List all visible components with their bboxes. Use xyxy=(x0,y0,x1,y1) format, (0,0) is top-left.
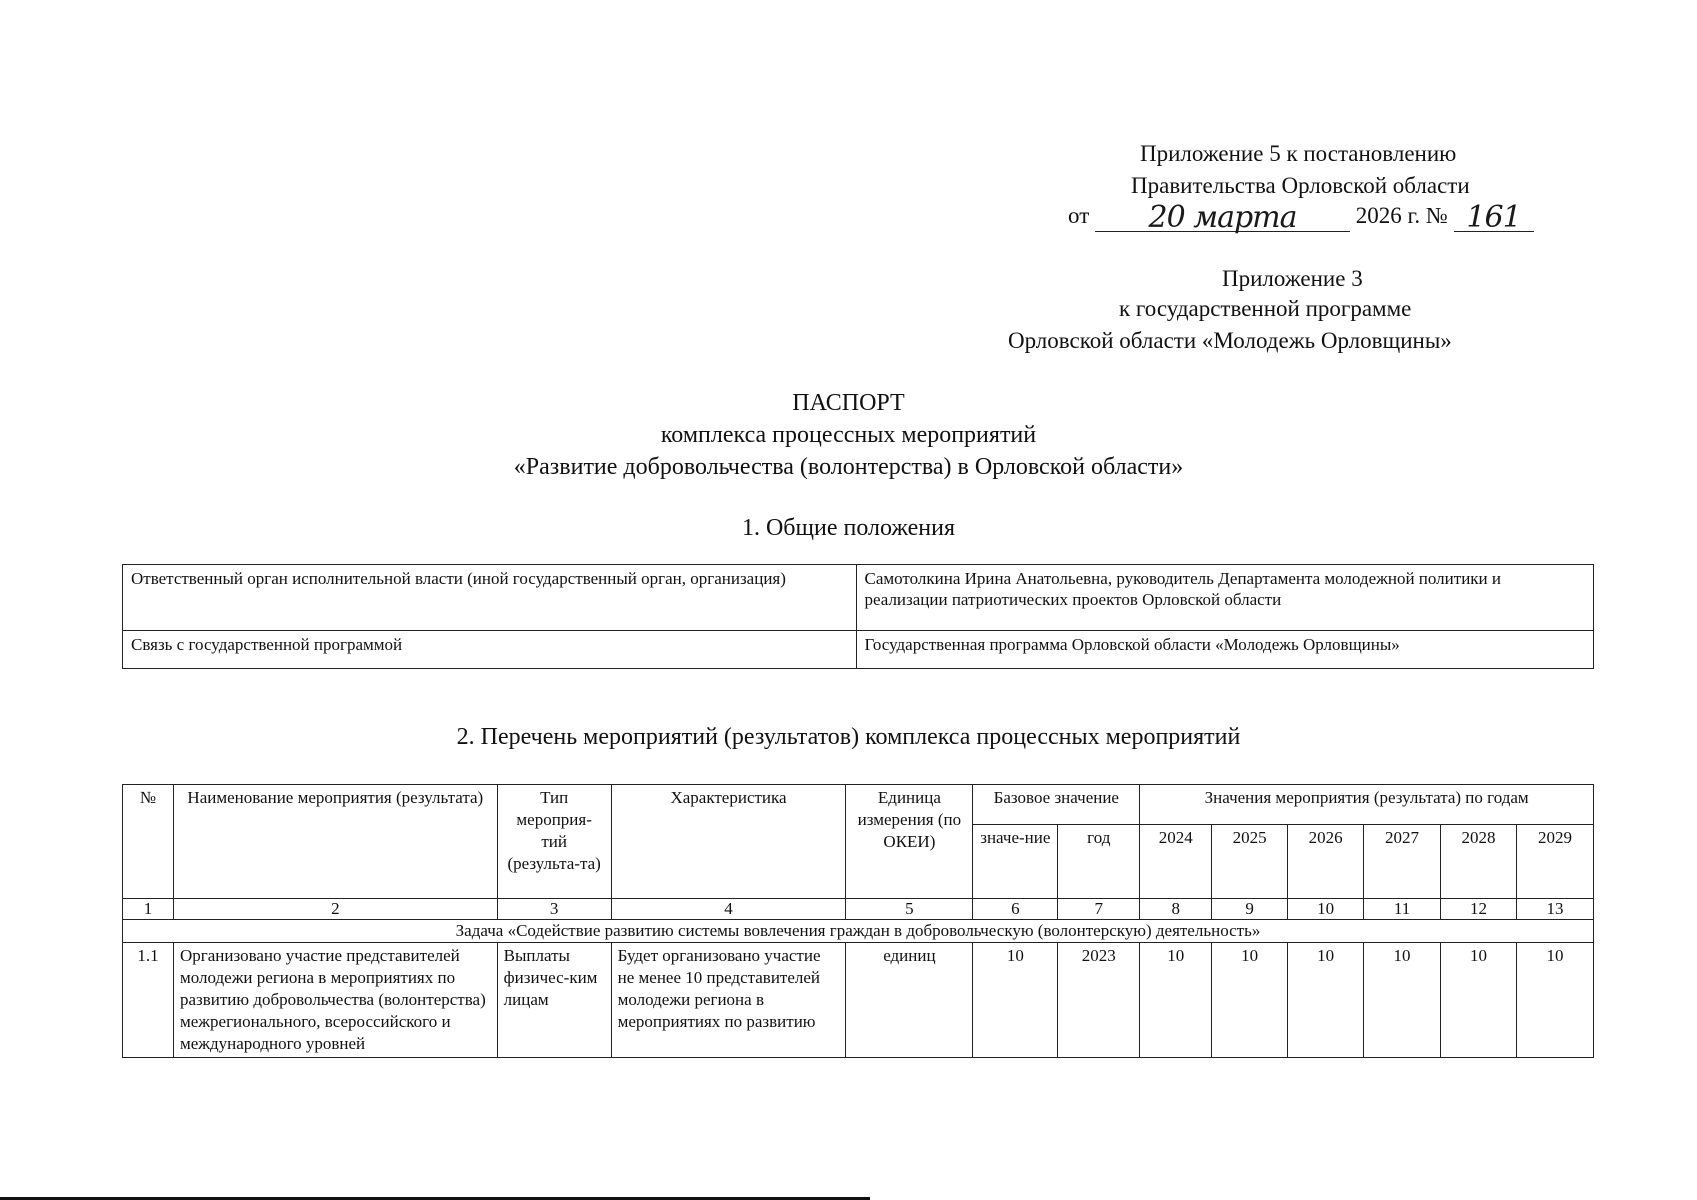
col-header-year: 2029 xyxy=(1516,825,1593,899)
col-header-name: Наименование мероприятия (результата) xyxy=(173,785,497,899)
title-line3: «Развитие добровольчества (волонтерства) в Орловской области» xyxy=(513,454,1184,480)
appendix3-line1: Приложение 3 xyxy=(1222,266,1363,291)
passport-title xyxy=(0,387,1697,483)
appendix3-line3: Орловской области «Молодежь Орловщины» xyxy=(1008,328,1452,353)
col-header-by-years: Значения мероприятия (результата) по годам xyxy=(1140,785,1594,825)
section1-heading: 1. Общие положения xyxy=(741,515,956,541)
measures-table xyxy=(122,784,1594,1058)
row-value-year: 10 xyxy=(1441,943,1517,1058)
row-num: 1.1 xyxy=(123,943,174,1058)
col-header-num: № xyxy=(123,785,174,899)
col-header-year: 2026 xyxy=(1288,825,1364,899)
col-header-base: Базовое значение xyxy=(973,785,1140,825)
column-number: 3 xyxy=(497,899,611,920)
column-number: 10 xyxy=(1288,899,1364,920)
responsible-label: Ответственный орган исполнительной власти (иной государственный орган, организация) xyxy=(123,565,857,631)
row-value-year: 10 xyxy=(1288,943,1364,1058)
column-number: 8 xyxy=(1140,899,1212,920)
table-row xyxy=(123,565,1594,631)
general-provisions-table xyxy=(122,564,1594,669)
table-row xyxy=(123,631,1594,669)
appendix5-block xyxy=(1140,138,1456,170)
row-value-year: 10 xyxy=(1364,943,1441,1058)
column-number: 12 xyxy=(1441,899,1517,920)
header-row xyxy=(123,785,1594,825)
table-row xyxy=(123,943,1594,1058)
col-header-year: 2025 xyxy=(1212,825,1288,899)
column-number: 13 xyxy=(1516,899,1593,920)
handwritten-number: 161 xyxy=(1454,205,1534,232)
column-number: 2 xyxy=(173,899,497,920)
year-number-label: 2026 г. № xyxy=(1355,203,1448,228)
col-header-year: 2028 xyxy=(1441,825,1517,899)
program-link-value: Государственная программа Орловской области «Молодежь Орловщины» xyxy=(856,631,1594,669)
row-value-year: 10 xyxy=(1516,943,1593,1058)
col-header-base-value: значе-ние xyxy=(973,825,1058,899)
handwritten-date: 20 марта xyxy=(1095,205,1350,232)
col-header-year: 2027 xyxy=(1364,825,1441,899)
column-number-row xyxy=(123,899,1594,920)
row-value-year: 10 xyxy=(1212,943,1288,1058)
column-number: 6 xyxy=(973,899,1058,920)
section2-heading: 2. Перечень мероприятий (результатов) комплекса процессных мероприятий xyxy=(456,724,1241,750)
title-line1: ПАСПОРТ xyxy=(792,390,905,416)
row-base-year: 2023 xyxy=(1058,943,1140,1058)
col-header-unit: Единица измерения (по ОКЕИ) xyxy=(846,785,973,899)
row-base-value: 10 xyxy=(973,943,1058,1058)
appendix5-line2: Правительства Орловской области xyxy=(1131,173,1470,198)
row-name: Организовано участие представителей молодежи региона в мероприятиях по развитию добровольчества (волонтерства) межрегионального, всероссийского и международного уровней xyxy=(173,943,497,1058)
column-number: 7 xyxy=(1058,899,1140,920)
col-header-type: Тип мероприя-тий (результа-та) xyxy=(497,785,611,899)
column-number: 4 xyxy=(611,899,846,920)
date-line xyxy=(1068,200,1534,235)
appendix5-line2-block xyxy=(1131,170,1470,202)
column-number: 5 xyxy=(846,899,973,920)
program-link-label: Связь с государственной программой xyxy=(123,631,857,669)
title-line2: комплекса процессных мероприятий xyxy=(660,422,1037,448)
row-characteristic: Будет организовано участие не менее 10 представителей молодежи региона в мероприятиях по развитию xyxy=(611,943,846,1058)
column-number: 1 xyxy=(123,899,174,920)
appendix5-line1: Приложение 5 к постановлению xyxy=(1140,141,1457,166)
row-type: Выплаты физичес-ким лицам xyxy=(497,943,611,1058)
appendix3-line2: к государственной программе xyxy=(1119,296,1412,321)
col-header-characteristic: Характеристика xyxy=(611,785,846,899)
row-unit: единиц xyxy=(846,943,973,1058)
task-text: Задача «Содействие развитию системы вовлечения граждан в добровольческую (волонтерскую) деятельность» xyxy=(123,920,1594,943)
date-prefix: от xyxy=(1068,203,1090,228)
column-number: 9 xyxy=(1212,899,1288,920)
task-row xyxy=(123,920,1594,943)
col-header-base-year: год xyxy=(1058,825,1140,899)
responsible-value: Самотолкина Ирина Анатольевна, руководитель Департамента молодежной политики и реализации патриотических проектов Орловской области xyxy=(856,565,1594,631)
col-header-year: 2024 xyxy=(1140,825,1212,899)
column-number: 11 xyxy=(1364,899,1441,920)
row-value-year: 10 xyxy=(1140,943,1212,1058)
